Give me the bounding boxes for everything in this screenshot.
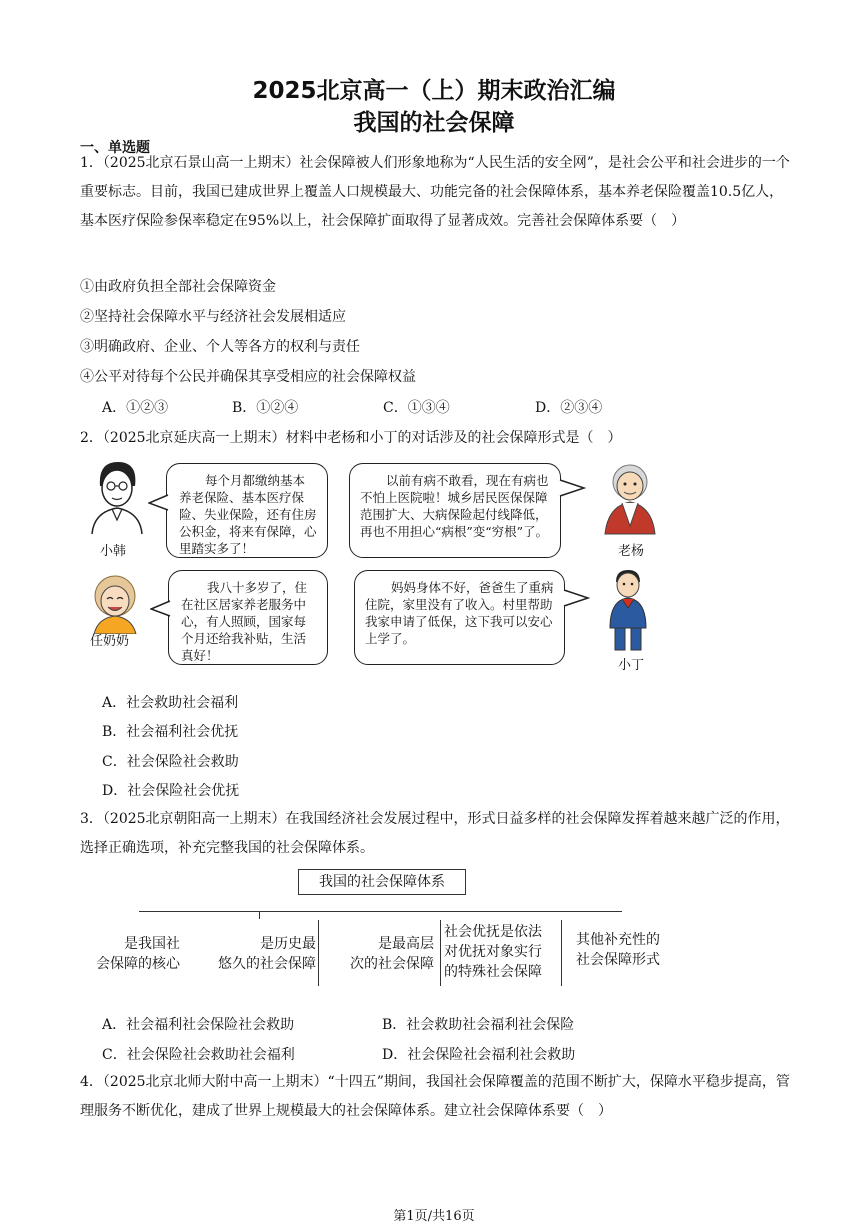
xiaoding-bubble-tail	[562, 588, 590, 608]
tree-leaf-2-line-2: 悠久的社会保障	[218, 956, 316, 972]
tree-connector	[259, 911, 260, 919]
xiaohan-speech-text: 每个月都缴纳基本养老保险、基本医疗保险、失业保险，还有住房公积金，将来有保障，心里踏实多了！	[179, 473, 317, 556]
laoyang-figure-icon	[600, 456, 660, 536]
xiaoding-name: 小丁	[618, 658, 645, 673]
xiaoding-speech-text: 妈妈身体不好，爸爸生了重病住院，家里没有了收入。村里帮助我家申请了低保，这下我可以安心上学了。	[365, 580, 554, 646]
page-footer: 第1页/共16页	[393, 1209, 475, 1224]
document-subtitle: 我国的社会保障	[353, 110, 515, 136]
tree-leaf-4-line-3: 的特殊社会保障	[444, 964, 542, 980]
laoyang-speech-text: 以前有病不敢看，现在有病也不怕上医院啦！城乡居民医保保障范围扩大、大病保险起付线降低，再也不用担心“病根”变“穷根”了。	[360, 473, 549, 539]
q2-option-c[interactable]: C．社会保险社会救助	[102, 754, 239, 770]
rennainai-figure-icon	[86, 572, 144, 634]
tree-leaf-1	[80, 934, 180, 974]
tree-leaf-1-line-2: 会保障的核心	[96, 956, 180, 972]
q1-option-b[interactable]: B．①②④	[232, 400, 299, 416]
q2-stem: 2．（2025北京延庆高一上期末）材料中老杨和小丁的对话涉及的社会保障形式是（ ）	[80, 430, 622, 446]
rennainai-bubble-tail	[150, 600, 172, 618]
tree-leaf-2	[196, 934, 316, 974]
tree-leaf-3	[334, 934, 434, 974]
rennainai-speech-text: 我八十多岁了，住在社区居家养老服务中心，有人照顾，国家每个月还给我补贴，生活真好！	[181, 580, 308, 663]
q1-option-c[interactable]: C．①③④	[383, 400, 450, 416]
tree-divider-1	[318, 920, 319, 986]
tree-leaf-3-line-1: 是最高层	[378, 936, 434, 952]
q2-option-b[interactable]: B．社会福利社会优抚	[102, 724, 239, 740]
q1-statement-4: ④公平对待每个公民并确保其享受相应的社会保障权益	[80, 369, 416, 385]
tree-leaf-4-line-1: 社会优抚是依法	[444, 924, 542, 940]
q3-stem: 3．（2025北京朝阳高一上期末）在我国经济社会发展过程中，形式日益多样的社会保障发挥着越来越广泛的作用，选择正确选项，补充完整我国的社会保障体系。	[80, 811, 790, 856]
document-title: 2025北京高一（上）期末政治汇编	[252, 78, 616, 104]
xiaohan-speech-bubble	[166, 463, 328, 558]
q1-statement-3: ③明确政府、企业、个人等各方的权利与责任	[80, 339, 360, 355]
q4-stem: 4．（2025北京北师大附中高一上期末）“十四五”期间，我国社会保障覆盖的范围不断扩大，保障水平稳步提高，管理服务不断优化，建成了世界上规模最大的社会保障体系。建立社会保障体系要（ ）	[80, 1074, 790, 1119]
rennainai-speech-bubble	[168, 570, 328, 665]
tree-divider-2	[440, 920, 441, 986]
xiaohan-name: 小韩	[100, 544, 127, 559]
q3-option-b[interactable]: B．社会救助社会福利社会保险	[382, 1017, 575, 1033]
q2-option-a[interactable]: A．社会救助社会福利	[102, 695, 239, 711]
xiaohan-figure-icon	[88, 456, 146, 536]
tree-leaf-3-line-2: 次的社会保障	[350, 956, 434, 972]
laoyang-speech-bubble	[349, 463, 561, 558]
tree-horizontal-line	[139, 911, 622, 912]
rennainai-name: 任奶奶	[90, 634, 130, 649]
tree-leaf-4	[444, 922, 558, 982]
q3-option-c[interactable]: C．社会保险社会救助社会福利	[102, 1047, 295, 1063]
section-heading: 一、单选题	[80, 140, 150, 156]
tree-leaf-5	[576, 930, 676, 970]
laoyang-bubble-tail	[558, 478, 586, 498]
tree-divider-3	[561, 920, 562, 986]
q1-statement-2: ②坚持社会保障水平与经济社会发展相适应	[80, 309, 346, 325]
tree-leaf-1-line-1: 是我国社	[124, 936, 180, 952]
q1-statement-1: ①由政府负担全部社会保障资金	[80, 279, 276, 295]
q3-option-d[interactable]: D．社会保险社会福利社会救助	[382, 1047, 576, 1063]
tree-leaf-5-line-1: 其他补充性的	[576, 932, 660, 948]
q2-option-d[interactable]: D．社会保险社会优抚	[102, 783, 240, 799]
q1-stem: 1．（2025北京石景山高一上期末）社会保障被人们形象地称为“人民生活的安全网”，是社会公平和社会进步的一个重要标志。目前，我国已建成世界上覆盖人口规模最大、功能完备的社会保障体系，基本养老保险覆盖10.5亿人，基本医疗保险参保率稳定在95%以上，社会保障扩面取得了显著成效。完善社会保障体系要（ ）	[80, 155, 790, 229]
xiaohan-bubble-tail	[148, 494, 170, 512]
tree-leaf-5-line-2: 社会保障形式	[576, 952, 660, 968]
xiaoding-figure-icon	[604, 568, 652, 654]
social-security-system-root: 我国的社会保障体系	[298, 869, 466, 895]
q1-option-a[interactable]: A．①②③	[102, 400, 169, 416]
laoyang-name: 老杨	[618, 544, 645, 559]
tree-leaf-4-line-2: 对优抚对象实行	[444, 944, 542, 960]
q3-option-a[interactable]: A．社会福利社会保险社会救助	[102, 1017, 295, 1033]
tree-leaf-2-line-1: 是历史最	[260, 936, 316, 952]
xiaoding-speech-bubble	[354, 570, 565, 665]
q1-option-d[interactable]: D．②③④	[535, 400, 603, 416]
